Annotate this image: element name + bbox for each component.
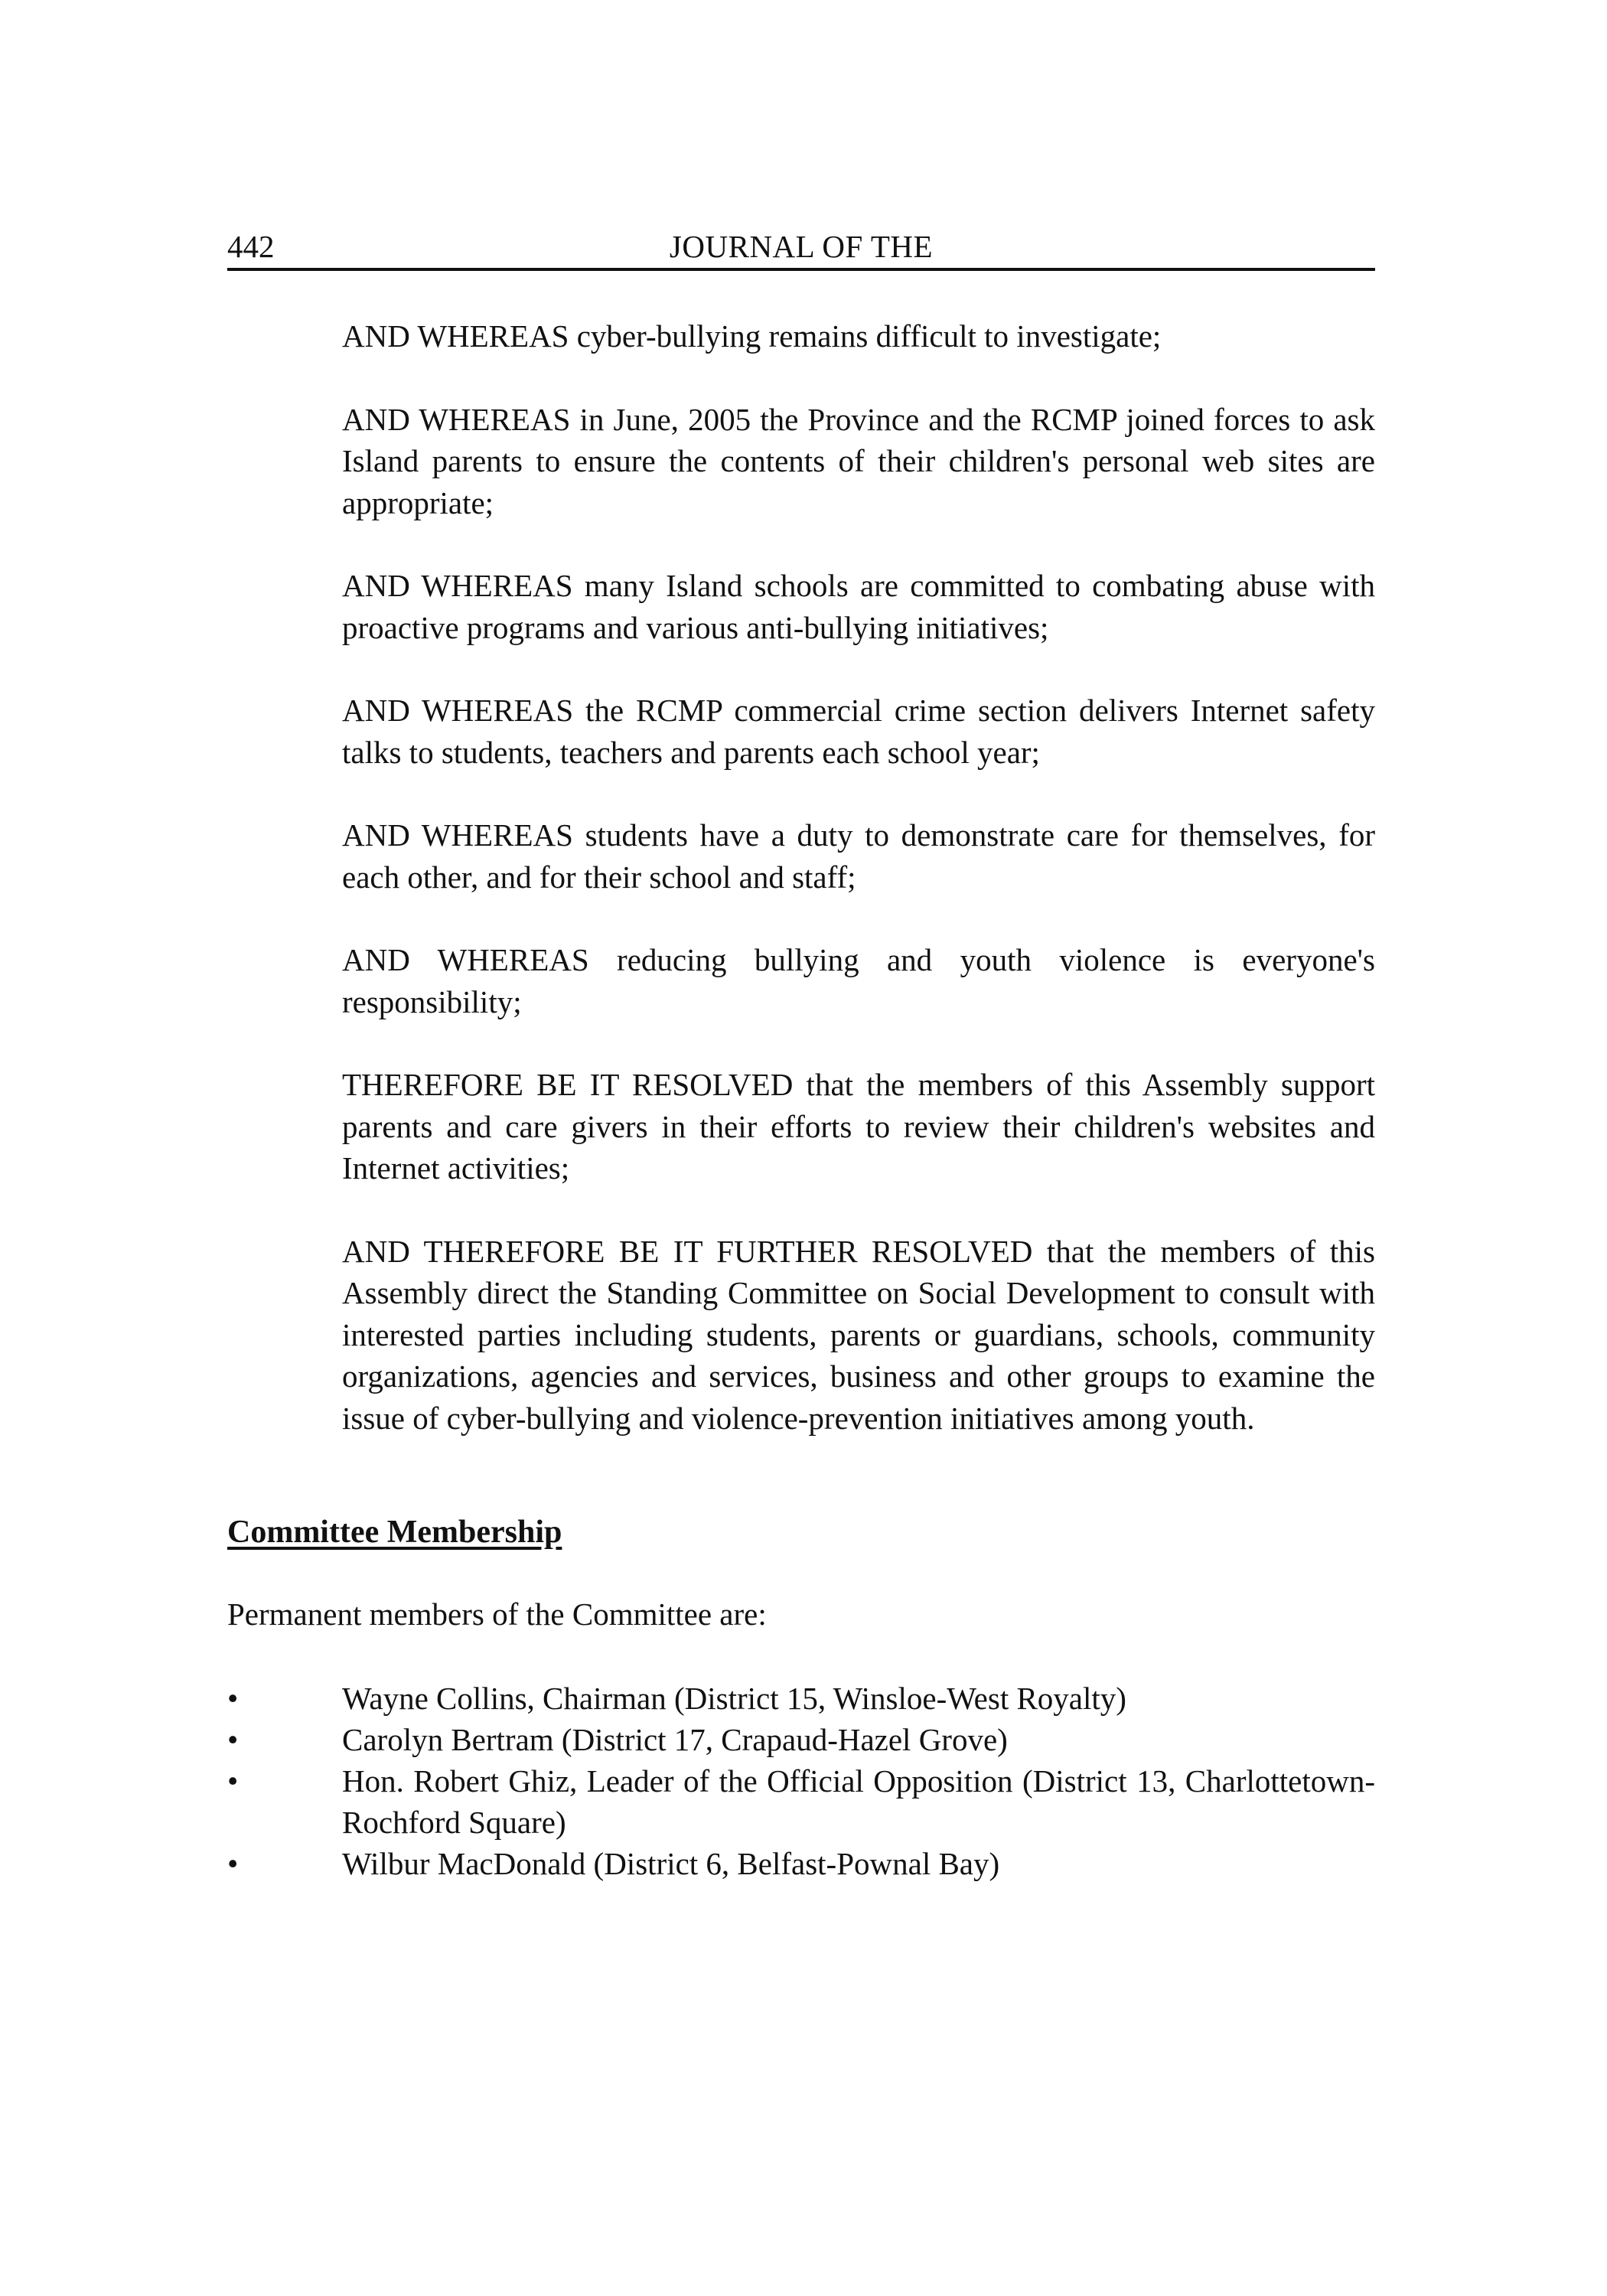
- bullet-icon: •: [227, 1681, 239, 1716]
- list-item: [227, 1719, 1375, 1760]
- paragraph: AND WHEREAS reducing bullying and youth violence is everyone's responsibility;: [342, 942, 1375, 1019]
- section-heading: Committee Membership: [227, 1515, 562, 1550]
- list-item: [227, 1678, 1375, 1719]
- paragraph: AND WHEREAS in June, 2005 the Province and the RCMP joined forces to ask Island parents to ensure the contents of their children's personal web sites are appropriate;: [342, 401, 1375, 520]
- bullet-icon: •: [227, 1722, 239, 1757]
- paragraph: THEREFORE BE IT RESOLVED that the members of this Assembly support parents and care givers in their efforts to review their children's websites and Internet activities;: [342, 1067, 1375, 1186]
- paragraph: AND WHEREAS many Island schools are committed to combating abuse with proactive programs and various anti-bullying initiatives;: [342, 568, 1375, 645]
- running-title: JOURNAL OF THE: [669, 229, 934, 264]
- member-name: Wilbur MacDonald (District 6, Belfast-Pownal Bay): [342, 1846, 1000, 1881]
- paragraph: AND THEREFORE BE IT FURTHER RESOLVED that the members of this Assembly direct the Standing Committee on Social Development to consult with interested parties including students, parents or guardians, schools, community organizations, agencies and services, business and other groups to examine the issue of cyber-bullying and violence-prevention initiatives among youth.: [342, 1233, 1375, 1436]
- committee-intro: Permanent members of the Committee are:: [227, 1596, 767, 1632]
- member-name: Carolyn Bertram (District 17, Crapaud-Hazel Grove): [342, 1722, 1008, 1757]
- bullet-icon: •: [227, 1763, 239, 1799]
- page-header: [227, 228, 1375, 271]
- paragraph: AND WHEREAS the RCMP commercial crime section delivers Internet safety talks to students, teachers and parents each school year;: [342, 693, 1375, 770]
- paragraph: AND WHEREAS cyber-bullying remains difficult to investigate;: [342, 318, 1162, 354]
- resolution-text: [342, 315, 1375, 1480]
- member-list: [227, 1678, 1375, 1884]
- page-number: 442: [227, 229, 275, 264]
- list-item: [227, 1843, 1375, 1884]
- list-item: [227, 1760, 1375, 1843]
- paragraph: AND WHEREAS students have a duty to demonstrate care for themselves, for each other, and for their school and staff;: [342, 817, 1375, 895]
- bullet-icon: •: [227, 1846, 239, 1881]
- member-name: Wayne Collins, Chairman (District 15, Winsloe-West Royalty): [342, 1681, 1126, 1716]
- member-name: Hon. Robert Ghiz, Leader of the Official Opposition (District 13, Charlottetown-Rochford Square): [342, 1763, 1375, 1840]
